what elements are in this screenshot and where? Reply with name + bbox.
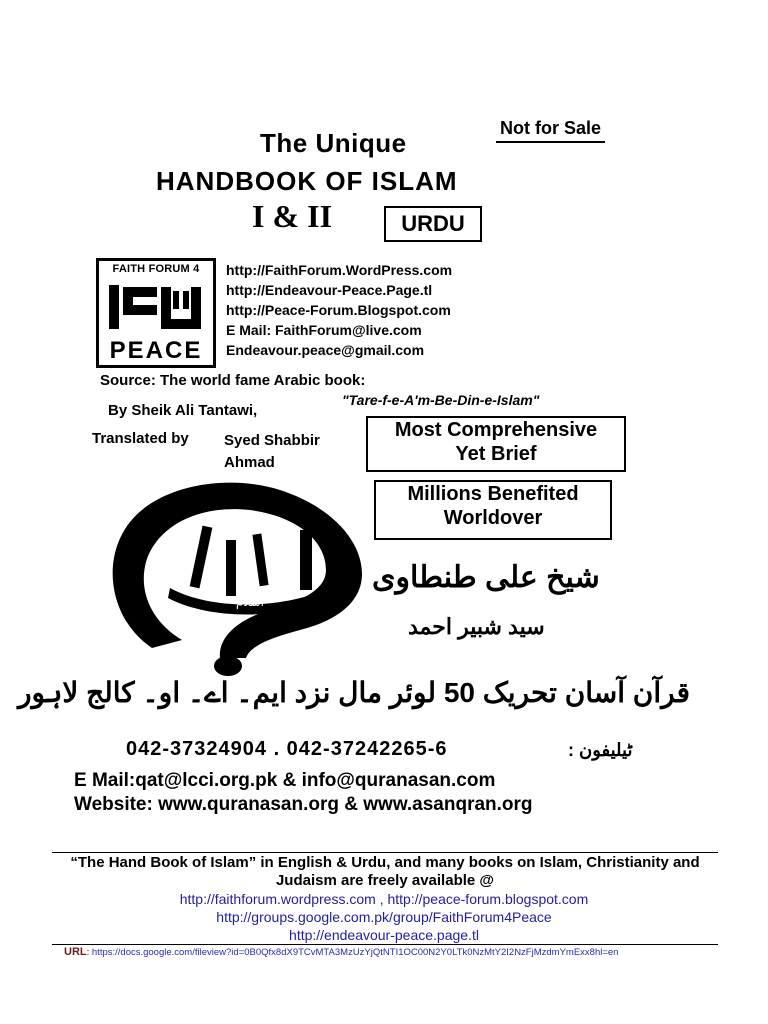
urdu-publisher-address: قرآن آسان تحریک 50 لوئر مال نزد ایم۔ اے۔ او۔ کالج لاہور xyxy=(18,677,690,708)
contact-item[interactable]: http://FaithForum.WordPress.com xyxy=(226,262,453,278)
volumes-label: I & II xyxy=(252,198,333,234)
urdu-translator-name: سید شبیر احمد xyxy=(408,614,545,639)
not-for-sale-label: Not for Sale xyxy=(496,118,605,143)
language-badge: URDU xyxy=(384,206,482,242)
title-line-1: The Unique xyxy=(260,128,407,158)
translator-name: Syed Shabbir Ahmad xyxy=(224,432,320,471)
contact-item[interactable]: Endeavour.peace@gmail.com xyxy=(226,342,425,358)
logo-calligraphy-icon xyxy=(107,279,205,331)
emblem-urdu-title: اسلام xyxy=(236,595,264,609)
faith-forum-logo xyxy=(96,258,216,368)
author-line: By Sheik Ali Tantawi, xyxy=(108,402,258,419)
contact-item[interactable]: http://Endeavour-Peace.Page.tl xyxy=(226,282,433,298)
footer-link[interactable]: http://endeavour-peace.page.tl xyxy=(289,927,479,943)
footer-bottom-rule xyxy=(52,944,718,945)
footer-top-rule xyxy=(52,852,718,853)
benefited-line-1: Millions Benefited xyxy=(407,483,579,505)
source-line: Source: The world fame Arabic book: xyxy=(100,372,366,389)
contact-item[interactable]: http://Peace-Forum.Blogspot.com xyxy=(226,302,451,318)
footer-link[interactable]: http://groups.google.com.pk/group/FaithForum4Peace xyxy=(216,909,552,925)
title-line-2: HANDBOOK OF ISLAM xyxy=(156,166,458,196)
translated-by-label: Translated by xyxy=(92,430,189,447)
comprehensive-box xyxy=(366,416,626,472)
benefited-line-2: Worldover xyxy=(443,507,543,529)
logo-top-text: FAITH FORUM 4 xyxy=(112,263,200,275)
footer-intro: “The Hand Book of Islam” in English & Urdu, and many books on Islam, Christianity and Judaism are freely available @ xyxy=(70,854,700,889)
islam-question-mark-emblem xyxy=(100,470,390,680)
phone-numbers: 042-37324904 . 042-37242265-6 xyxy=(126,738,448,760)
footer-link[interactable]: http://faithforum.wordpress.com , http://peace-forum.blogspot.com xyxy=(179,891,589,907)
benefited-box xyxy=(374,480,612,540)
arabic-book-title: "Tare-f-e-A'm-Be-Din-e-Islam" xyxy=(342,392,540,408)
comprehensive-line-2: Yet Brief xyxy=(455,443,537,465)
urdu-author-name: شیخ علی طنطاوی xyxy=(372,561,600,594)
publisher-website[interactable]: Website: www.quranasan.org & www.asanqran.org xyxy=(74,794,533,815)
urdu-phone-label: ٹیلیفون : xyxy=(568,740,633,760)
document-url-line xyxy=(64,946,618,958)
document-url[interactable]: https://docs.google.com/fileview?id=0B0Qfx8dX9TCvMTA3MzUzYjQtNTI1OC00N2Y0LTk0NzMtY2I2NzFjMzdmYmExx8hl=en xyxy=(91,947,619,958)
comprehensive-line-1: Most Comprehensive xyxy=(394,419,598,441)
contact-list xyxy=(226,260,452,360)
contact-item[interactable]: E Mail: FaithForum@live.com xyxy=(226,322,422,338)
publisher-email[interactable]: E Mail:qat@lcci.org.pk & info@quranasan.com xyxy=(74,770,496,791)
logo-bottom-text: PEACE xyxy=(109,337,203,364)
url-separator: : xyxy=(86,947,92,958)
url-label: URL xyxy=(64,946,87,958)
